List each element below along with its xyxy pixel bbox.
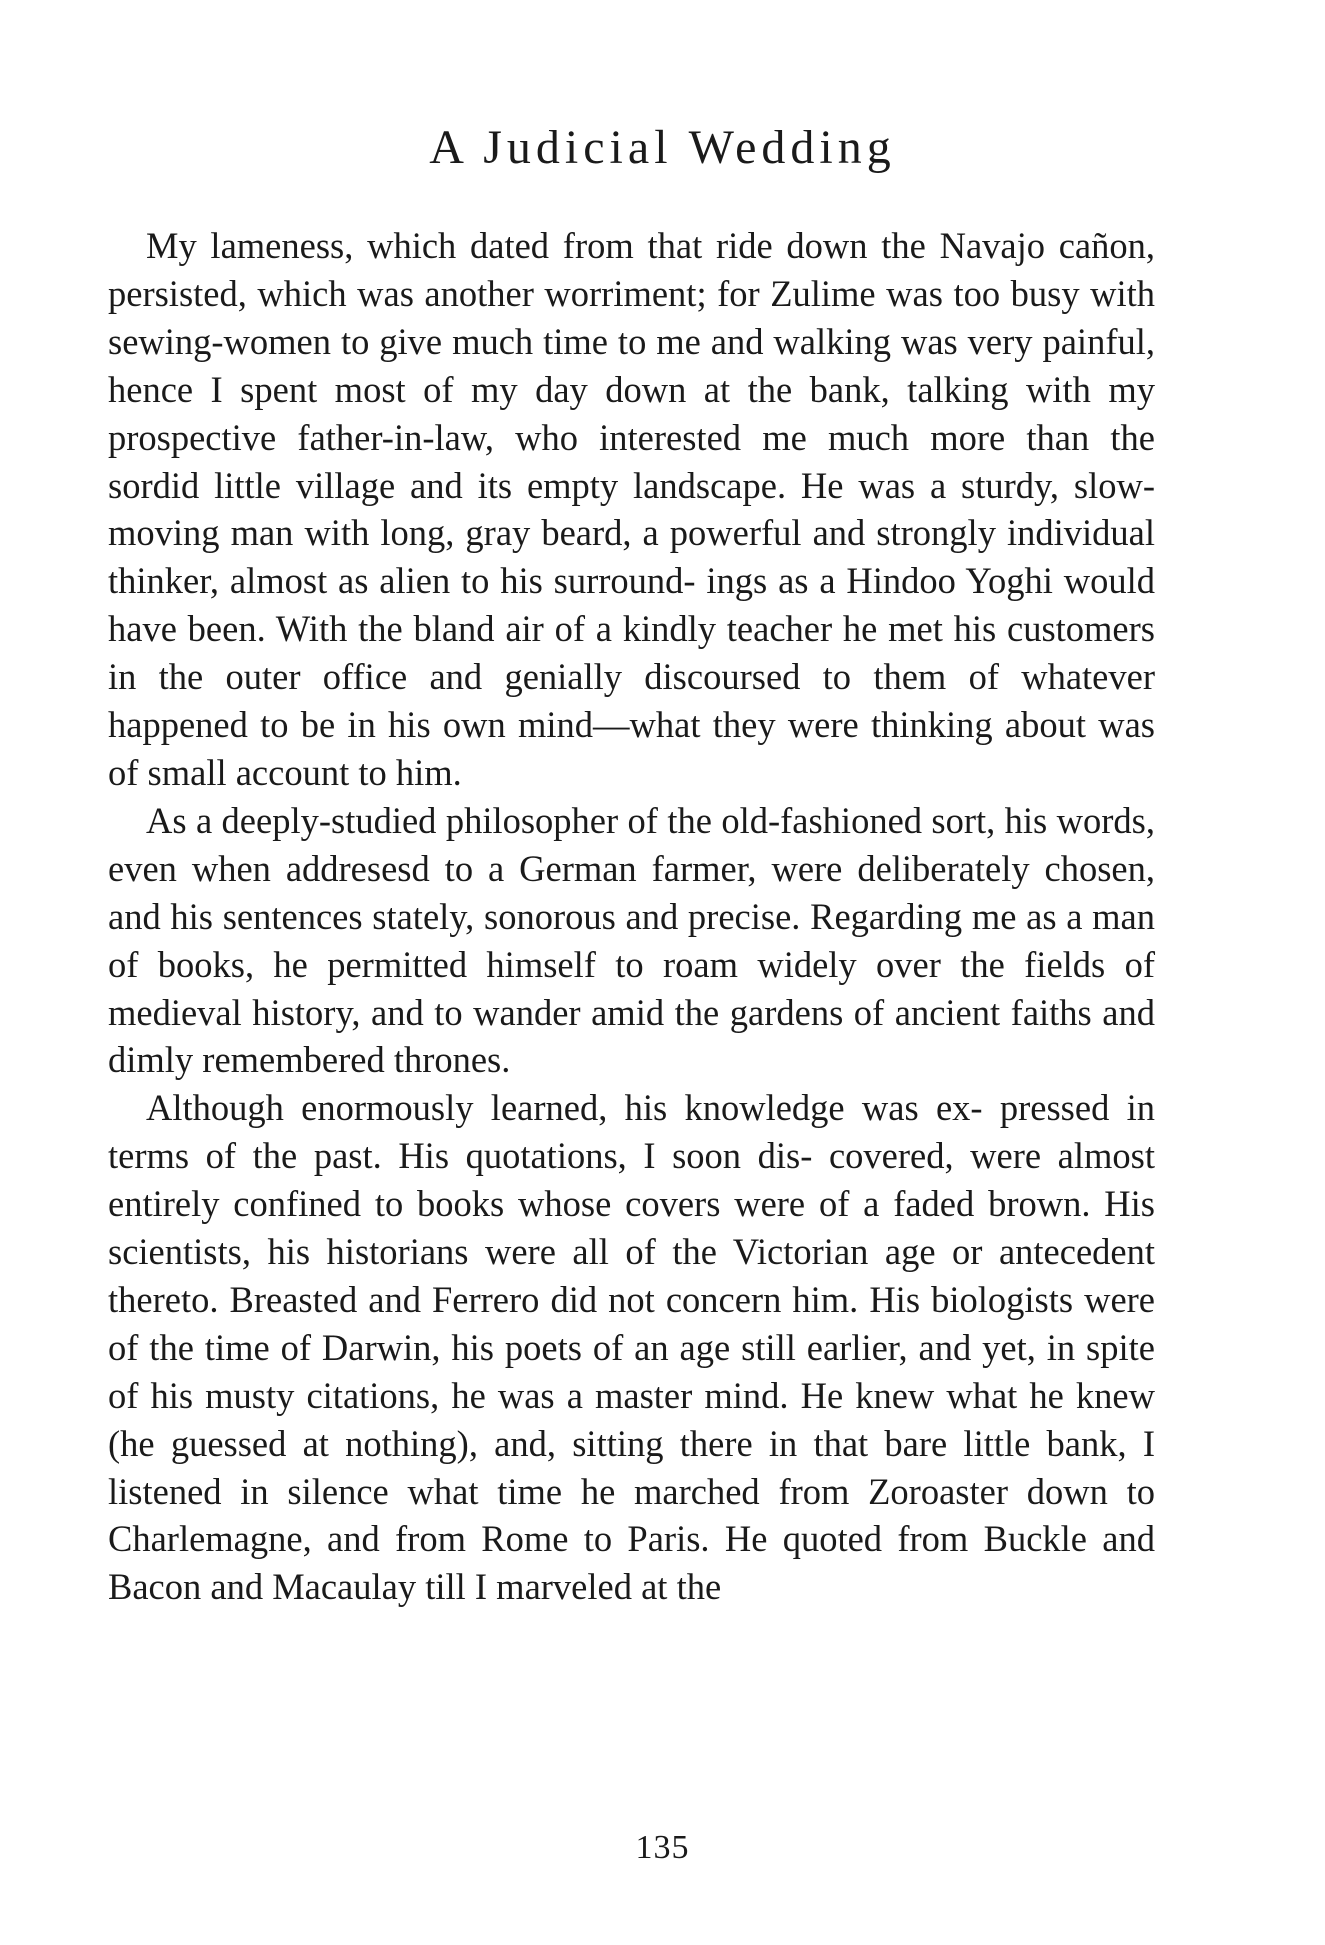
paragraph: As a deeply-studied philosopher of the old-fashioned sort, his words, even when addresesd to a German farmer, were deliberately chosen, and his sentences stately, sonorous and precise. Regarding me as a man of books, he permitted himself to roam widely over the fields of medieval history, and to wander amid the gardens of ancient faiths and dimly remembered thrones. bbox=[108, 799, 1155, 1081]
paragraph: My lameness, which dated from that ride down the Navajo cañon, persisted, which was another worriment; for Zulime was too busy with sewing-women to give much time to me and walking was very painful, hence I spent most of my day down at the bank, talking with my prospective father-in-law, who interested me much more than the sordid little village and its empty landscape. He was a sturdy, slow-moving man with long, gray beard, a powerful and strongly individual thinker, almost as alien to his surround- ings as a Hindoo Yoghi would have been. With the bland air of a kindly teacher he met his customers in the outer office and genially discoursed to them of whatever happened to be in his own mind—what they were thinking about was of small account to him. bbox=[108, 225, 1155, 793]
page-number: 135 bbox=[635, 1829, 690, 1866]
body-text bbox=[108, 222, 1155, 1611]
paragraph: Although enormously learned, his knowledge was ex- pressed in terms of the past. His quotations, I soon dis- covered, were almost entirely confined to books whose covers were of a faded brown. His scientists, his historians were all of the Victorian age or antecedent thereto. Breasted and Ferrero did not concern him. His biologists were of the time of Darwin, his poets of an age still earlier, and yet, in spite of his musty citations, he was a master mind. He knew what he knew (he guessed at nothing), and, sitting there in that bare little bank, I listened in silence what time he marched from Zoroaster down to Charlemagne, and from Rome to Paris. He quoted from Buckle and Bacon and Macaulay till I marveled at the bbox=[108, 1087, 1155, 1608]
running-head: A Judicial Wedding bbox=[429, 121, 896, 174]
